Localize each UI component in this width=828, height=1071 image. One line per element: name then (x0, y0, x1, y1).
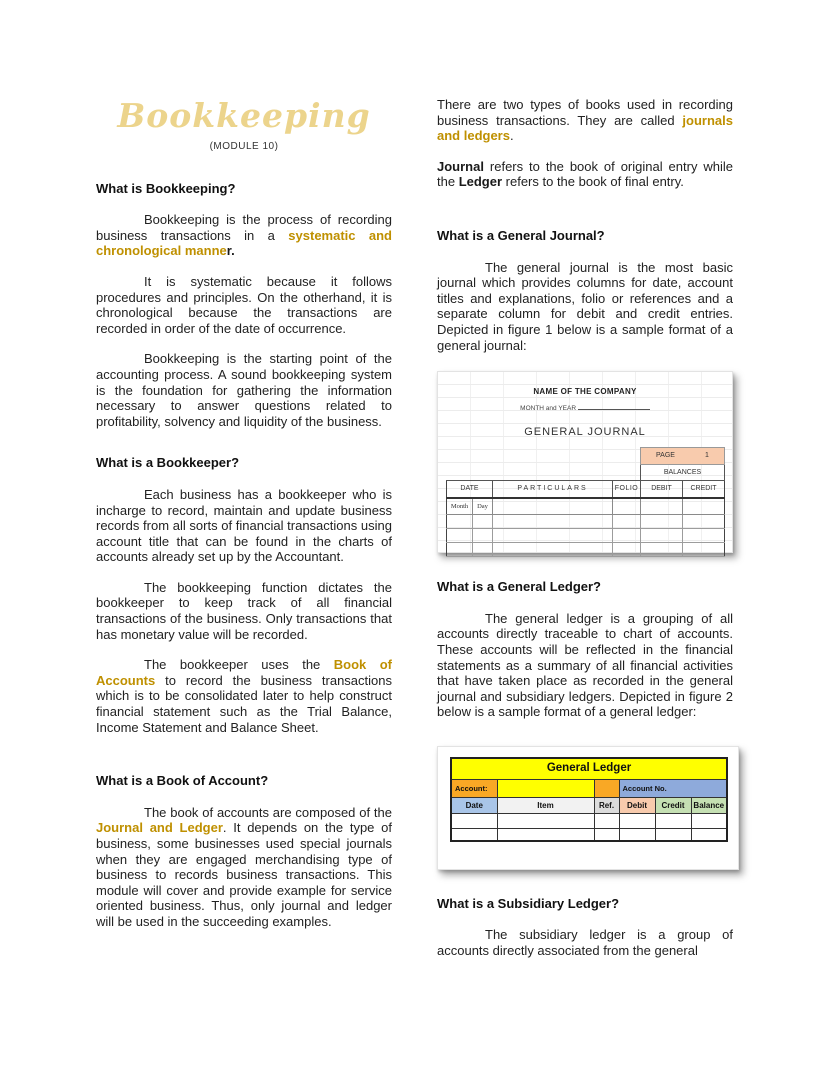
ledger-empty-cell (594, 779, 619, 797)
gold-text-run: journals and ledgers (437, 112, 733, 144)
bold-text-run: Journal (437, 158, 484, 174)
journal-empty-cell (683, 515, 725, 529)
ledger-empty-cell (619, 814, 655, 829)
paragraph: The general ledger is a grouping of all accounts directly traceable to chart of accounts. These accounts will be reflected in the financial statements as a summary of all financial activities that have taken place as recorded in the general journal and subsidiary ledgers. Depicted in figure 2 below is a sample format of a general ledger: (437, 610, 733, 720)
ledger-account-row (451, 779, 727, 797)
journal-empty-cell (447, 447, 641, 464)
paragraph: The bookkeeping function dictates the bookkeeper to keep track of all financial transactions of the business. Only transactions that has monetary value will be recorded. (96, 579, 392, 642)
gold-text-run: Book of Accounts (96, 657, 392, 688)
journal-empty-cell (613, 515, 641, 529)
ledger-empty-cell (497, 814, 594, 829)
journal-balances-row (447, 464, 725, 481)
bold-text-run: Ledger (458, 174, 503, 190)
journal-balances-header: BALANCES (641, 464, 725, 481)
journal-sub-day: Day (473, 498, 493, 515)
journal-subheader-row (447, 498, 725, 515)
journal-empty-cell (473, 543, 493, 557)
journal-empty-cell (613, 529, 641, 543)
page-title: Bookkeeping (117, 96, 371, 135)
journal-empty-cell (641, 515, 683, 529)
ledger-empty-cell (655, 829, 691, 842)
journal-empty-cell (473, 529, 493, 543)
text-run: Bookkeeping is the process of recording business transactions in a (96, 212, 392, 243)
journal-blank-row (447, 529, 725, 543)
journal-title: GENERAL JOURNAL (524, 426, 646, 439)
paragraph: It is systematic because it follows procedures and principles. On the otherhand, it is chronological because the transactions are recorded in order of the date of occurrence. (96, 273, 392, 336)
journal-blank-row (447, 543, 725, 557)
journal-company-line: NAME OF THE COMPANY (533, 387, 637, 397)
month-year-underline (578, 403, 650, 410)
ledger-account-label: Account: (451, 779, 497, 797)
paragraph: The subsidiary ledger is a group of accounts directly associated from the general (437, 927, 733, 959)
journal-sub-month: Month (447, 498, 473, 515)
paragraph (96, 212, 392, 259)
journal-empty-cell (683, 529, 725, 543)
journal-page-value: 1 (705, 451, 709, 459)
heading-what-is-a-book-of-account: What is a Book of Account? (96, 773, 269, 789)
journal-empty-cell (613, 498, 641, 515)
journal-col-particulars: PARTICULARS (493, 481, 613, 498)
ledger-header-row (451, 797, 727, 814)
text-run: There are two types of books used in recording business transactions. They are called (437, 97, 733, 128)
journal-empty-cell (493, 543, 613, 557)
ledger-empty-cell (451, 814, 497, 829)
text-run: The book of accounts are composed of the (144, 804, 392, 820)
ledger-empty-cell (691, 829, 727, 842)
journal-empty-cell (641, 529, 683, 543)
journal-empty-cell (473, 515, 493, 529)
heading-what-is-a-bookkeeper: What is a Bookkeeper? (96, 455, 240, 471)
gold-text-run: systematic and chronological manne (96, 227, 393, 259)
right-column (437, 97, 733, 974)
ledger-blank-row (451, 814, 727, 829)
journal-empty-cell (447, 529, 473, 543)
paragraph: The general journal is the most basic journal which provides columns for date, account titles and explanations, folio or references and a separate column for debit and credit entries. Depicted in figure 1 below is a sample format of a general journal: (437, 259, 733, 353)
ledger-col-ref: Ref. (594, 797, 619, 814)
module-subtitle: (MODULE 10) (209, 141, 279, 152)
ledger-account-value-cell (497, 779, 594, 797)
heading-what-is-a-subsidiary-ledger: What is a Subsidiary Ledger? (437, 895, 620, 911)
paragraph (96, 657, 392, 735)
journal-empty-cell (493, 529, 613, 543)
ledger-blank-row (451, 829, 727, 842)
journal-empty-cell (641, 543, 683, 557)
ledger-empty-cell (594, 814, 619, 829)
text-run: refers to the book of original entry while the (437, 158, 733, 190)
journal-page-cell (641, 447, 725, 464)
ledger-col-credit: Credit (655, 797, 691, 814)
journal-monthyear-label: MONTH and YEAR (520, 404, 577, 412)
journal-monthyear-line (446, 401, 724, 417)
journal-header-row (447, 481, 725, 498)
ledger-col-item: Item (497, 797, 594, 814)
heading-what-is-a-general-journal: What is a General Journal? (437, 227, 605, 243)
ledger-empty-cell (594, 829, 619, 842)
text-run: The bookkeeper uses the (144, 657, 334, 673)
journal-empty-cell (447, 464, 641, 481)
journal-page-row (447, 447, 725, 464)
journal-col-debit: DEBIT (641, 481, 683, 498)
heading-what-is-a-general-ledger: What is a General Ledger? (437, 579, 601, 595)
journal-table (446, 447, 725, 557)
figure-general-ledger (437, 746, 739, 870)
journal-empty-cell (447, 515, 473, 529)
journal-empty-cell (613, 543, 641, 557)
journal-blank-row (447, 515, 725, 529)
ledger-empty-cell (451, 829, 497, 842)
journal-empty-cell (493, 515, 613, 529)
gold-text-run: Journal and Ledger (96, 820, 223, 836)
heading-what-is-bookkeeping: What is Bookkeeping? (96, 180, 236, 196)
ledger-title-row (451, 758, 727, 780)
figure-general-journal (437, 371, 733, 553)
ledger-table (450, 757, 728, 843)
journal-empty-cell (641, 498, 683, 515)
ledger-empty-cell (655, 814, 691, 829)
journal-col-credit: CREDIT (683, 481, 725, 498)
text-run: . It depends on the type of business, some businesses used special journals when they are engaged merchandising type of business to records business transactions. This module will cover and provide example for service oriented business. Thus, only journal and ledger will be used in the succeeding examples. (96, 820, 392, 929)
ledger-col-balance: Balance (691, 797, 727, 814)
paragraph (437, 97, 733, 144)
text-run: to record the business transactions which is to be consolidated later to help construct financial statement such as the Trial Balance, Income Statement and Balance Sheet. (96, 672, 392, 735)
text-run: . (509, 128, 514, 144)
ledger-col-debit: Debit (619, 797, 655, 814)
left-column (96, 96, 392, 945)
ledger-account-no-label: Account No. (619, 779, 727, 797)
journal-empty-cell (683, 543, 725, 557)
ledger-empty-cell (619, 829, 655, 842)
text-run: refers to the book of final entry. (502, 174, 684, 190)
journal-col-date: DATE (447, 481, 493, 498)
ledger-empty-cell (497, 829, 594, 842)
journal-empty-cell (683, 498, 725, 515)
paragraph: Each business has a bookkeeper who is incharge to record, maintain and update business records from all sorts of financial transactions using account title that can be found in the charts of accounts already set up by the Accountant. (96, 486, 392, 565)
journal-page-label: PAGE (656, 451, 675, 459)
paragraph (437, 159, 733, 190)
ledger-empty-cell (691, 814, 727, 829)
text-run: r. (226, 243, 235, 259)
ledger-title: General Ledger (451, 758, 727, 780)
journal-col-folio: FOLIO (613, 481, 641, 498)
journal-empty-cell (447, 543, 473, 557)
title-block (96, 96, 392, 155)
journal-empty-cell (493, 498, 613, 515)
paragraph (96, 805, 392, 930)
paragraph: Bookkeeping is the starting point of the accounting process. A sound bookkeeping system is the foundation for gathering the information necessary to answer questions related to profitability, solvency and liquidity of the business. (96, 351, 392, 429)
ledger-col-date: Date (451, 797, 497, 814)
